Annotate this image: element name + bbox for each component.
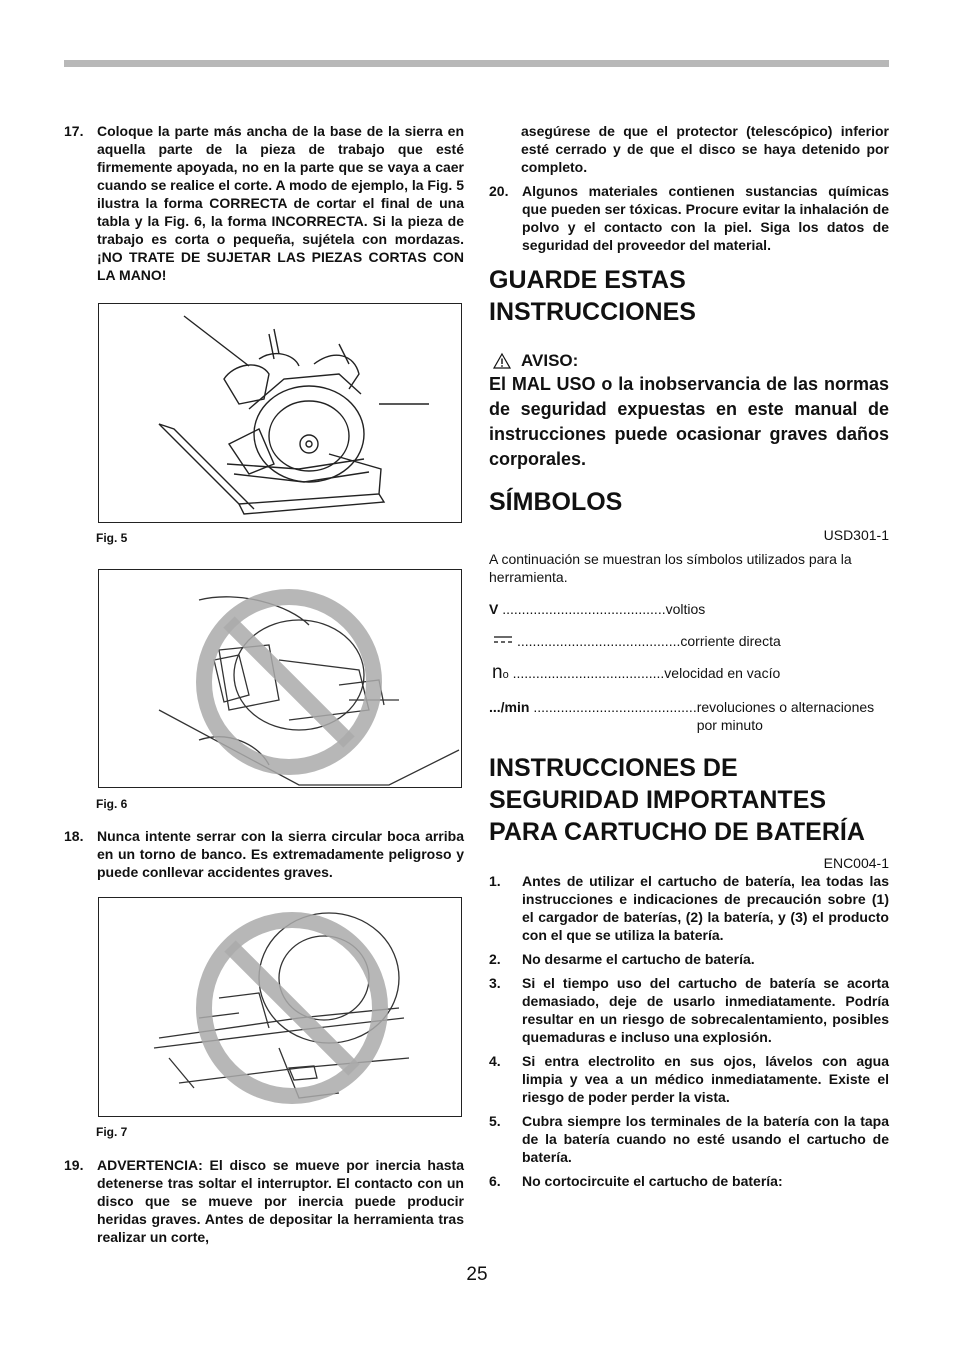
item-text: Algunos materiales contienen sustancias químicas que pueden ser tóxicas. Procure evitar la inhalación de polvo y el contacto con la piel. Siga los datos de seguridad del proveedor del material. <box>522 183 889 253</box>
aviso-header <box>489 350 889 372</box>
figure-6-caption: Fig. 6 <box>96 797 128 811</box>
symbol-row-volts: V .......................................... voltios <box>489 600 889 618</box>
item-text: Nunca intente serrar con la sierra circular boca arriba en un torno de banco. Es extremadamente peligroso y puede conllevar accidentes graves. <box>97 828 464 880</box>
left-column <box>64 122 464 290</box>
instruction-19 <box>64 1156 464 1246</box>
prohibited-cut-illustration <box>99 570 463 789</box>
symbol-volts: V <box>489 601 499 617</box>
symbol-description: corriente directa <box>680 633 781 649</box>
item-number: 18. <box>64 828 84 844</box>
prohibition-icon <box>204 920 380 1096</box>
prohibition-icon <box>204 597 374 767</box>
item-number: 20. <box>489 183 509 199</box>
aviso-label: AVISO: <box>521 351 579 370</box>
item-number: 19. <box>64 1157 84 1173</box>
item-text: ADVERTENCIA: El disco se mueve por inercia hasta detenerse tras soltar el interruptor. El contacto con un disco que se mueve por inercia puede producir heridas graves. Antes de depositar la herramienta tras realizar un corte, <box>97 1157 464 1245</box>
no-load-speed-icon: no <box>492 662 509 683</box>
simbolos-intro: A continuación se muestran los símbolos utilizados para la herramienta. <box>489 551 852 585</box>
figure-7-caption: Fig. 7 <box>96 1125 128 1139</box>
symbol-description: voltios <box>665 601 706 617</box>
heading-guarde-instrucciones: GUARDE ESTAS INSTRUCCIONES <box>489 266 696 326</box>
symbol-description: revoluciones o alternaciones por minuto <box>696 699 875 733</box>
item-text: Coloque la parte más ancha de la base de la sierra en aquella parte de la pieza de trabajo que esté firmemente apoyada, no en la parte que se vaya a caer cuando se realice el corte. A modo de ejemplo, la Fig. 5 ilustra la forma CORRECTA de cortar el final de una tabla y la Fig. 6, la forma INCORRECTA. Si la pieza de trabajo es corta o pequeña, sujétela con mordazas. ¡NO TRATE DE SUJETAR LAS PIEZAS CORTAS CON LA MANO! <box>97 123 464 283</box>
symbol-row-direct-current: .......................................... corriente directa <box>489 632 889 650</box>
instruction-19-continued: asegúrese de que el protector (telescópico) inferior esté cerrado y de que el disco se haya detenido por completo. <box>521 123 889 175</box>
battery-item-3: 3. Si el tiempo uso del cartucho de batería se acorta demasiado, deje de usarlo inmediatamente. Podría resultar en un riesgo de sobrecalentamiento, posibles quemaduras e incluso una explosión. <box>489 975 889 1045</box>
page-number: 25 <box>466 1264 488 1285</box>
symbol-row-no-load-speed: no ....................................... velocidad en vacío <box>489 664 889 684</box>
warning-triangle-icon <box>493 353 511 369</box>
heading-bateria: INSTRUCCIONES DE SEGURIDAD IMPORTANTES PARA CARTUCHO DE BATERÍA <box>489 754 865 846</box>
symbol-per-minute: .../min <box>489 699 530 715</box>
figure-5-caption: Fig. 5 <box>96 531 128 545</box>
right-column <box>489 122 889 1196</box>
code-simbolos: USD301-1 <box>823 527 889 543</box>
code-bateria: ENC004-1 <box>823 855 889 871</box>
saw-on-board-illustration <box>99 304 463 524</box>
left-column-lower <box>64 827 464 887</box>
left-column-bottom <box>64 1156 464 1252</box>
symbol-row-per-minute: .../min .......................................... revoluciones o alternaciones por minuto <box>489 698 889 734</box>
figure-7-vise-prohibited <box>98 897 462 1117</box>
instruction-20 <box>489 182 889 254</box>
figure-6-incorrect-cut <box>98 569 462 788</box>
item-number: 17. <box>64 123 84 139</box>
direct-current-icon <box>489 632 517 650</box>
battery-item-6: 6. No cortocircuite el cartucho de batería: <box>489 1173 783 1189</box>
saw-in-vise-illustration <box>99 898 463 1118</box>
battery-item-1: 1. Antes de utilizar el cartucho de batería, lea todas las instrucciones e indicaciones de precaución sobre (1) el cargador de baterías, (2) la batería, y (3) el producto con el que se utiliza la batería. <box>489 873 889 943</box>
instruction-18 <box>64 827 464 881</box>
figure-5-correct-cut <box>98 303 462 523</box>
heading-simbolos: SÍMBOLOS <box>489 488 623 516</box>
symbol-description: velocidad en vacío <box>664 665 781 681</box>
battery-item-5: 5. Cubra siempre los terminales de la batería con la tapa de la batería cuando no esté usando el cartucho de batería. <box>489 1113 889 1165</box>
battery-item-4: 4. Si entra electrolito en sus ojos, lávelos con agua limpia y vea a un médico inmediatamente. Existe el riesgo de poder perder la vista. <box>489 1053 889 1105</box>
aviso-text: El MAL USO o la inobservancia de las normas de seguridad expuestas en este manual de instrucciones puede ocasionar graves daños corporales. <box>489 374 889 469</box>
battery-item-2: 2. No desarme el cartucho de batería. <box>489 951 755 967</box>
instruction-17 <box>64 122 464 284</box>
header-rule <box>64 60 889 67</box>
